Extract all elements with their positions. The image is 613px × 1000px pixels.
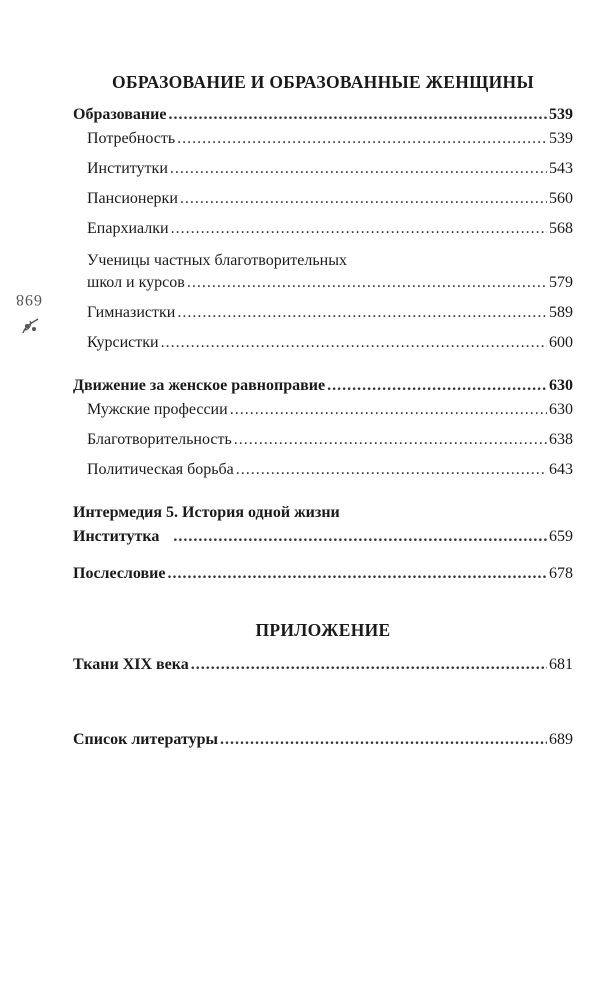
flourish-ornament-icon — [20, 315, 42, 337]
toc-entry-intermedia-line1: Интермедия 5. История одной жизни — [73, 504, 340, 521]
toc-page: 539 — [549, 106, 573, 123]
toc-entry-bibliography[interactable]: Список литературы ..... 689 — [73, 730, 573, 750]
toc-entry-institutki[interactable]: Институтки ..... 543 — [87, 159, 573, 179]
section-title-appendix: ПРИЛОЖЕНИЕ — [255, 620, 391, 640]
toc-entry-intermedia[interactable]: Институтка ..... 659 — [73, 527, 573, 547]
toc-entry-male-professions[interactable]: Мужские профессии ..... 630 — [87, 400, 573, 420]
toc-entry-charity[interactable]: Благотворительность ..... 638 — [87, 430, 573, 450]
toc-entry-afterword[interactable]: Послесловие ..... 678 — [73, 564, 573, 584]
toc-entry-pansionerki[interactable]: Пансионерки ..... 560 — [87, 189, 573, 209]
toc-entry-movement[interactable]: Движение за женское равноправие ..... 630 — [73, 376, 573, 396]
toc-label: Образование — [73, 106, 167, 123]
side-page-number: 698 — [15, 291, 42, 308]
section-title-education: ОБРАЗОВАНИЕ И ОБРАЗОВАННЫЕ ЖЕНЩИНЫ — [112, 72, 534, 92]
toc-entry-charity-line1: Ученицы частных благотворительных — [87, 252, 347, 269]
toc-entry-gimnazistki[interactable]: Гимназистки ..... 589 — [87, 303, 573, 323]
toc-entry-kursistki[interactable]: Курсистки ..... 600 — [87, 333, 573, 353]
toc-entry-eparkhialki[interactable]: Епархиалки ..... 568 — [87, 219, 573, 239]
toc-entry-political-struggle[interactable]: Политическая борьба ..... 643 — [87, 460, 573, 480]
toc-entry-fabrics[interactable]: Ткани XIX века ..... 681 — [73, 655, 573, 675]
toc-entry-need[interactable]: Потребность ..... 539 — [87, 129, 573, 149]
toc-entry-education[interactable] — [73, 105, 573, 125]
toc-entry-charity-students[interactable]: школ и курсов ..... 579 — [87, 273, 573, 293]
